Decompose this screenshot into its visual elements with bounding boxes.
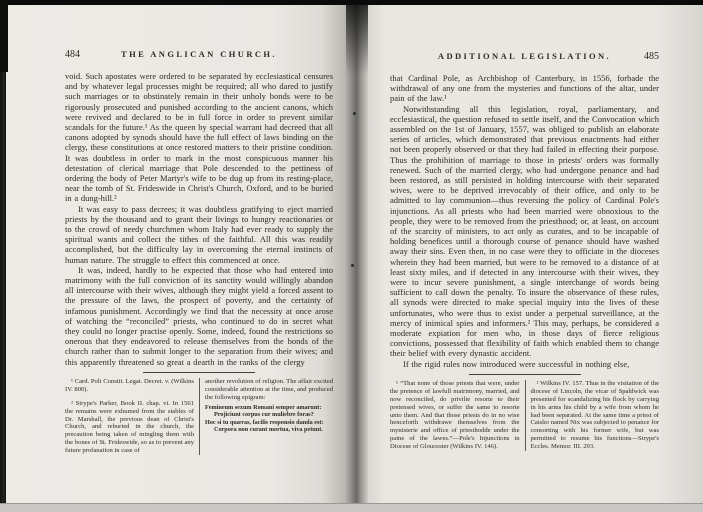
epigram bbox=[205, 404, 333, 434]
epigram-line: Projiciunt corpus cur muliebre foras? bbox=[214, 411, 314, 419]
body-paragraph: Notwithstanding all this legislation, royal, parliamentary, and ecclesiastical, the question refused to settle itself, and the Convocation which assembled on the 1st of January, 1557, was obliged to publish an elaborate series of articles, which demonstrated that previous enactments had either not been properly observed or that they had failed in effecting their purpose. Thus the prohibition of marriage to those in priests' orders was formally renewed. Such of the married clergy, who had undergone penance and had been restored, as still persisted in holding intercourse with their separated wives, were to be deprived irrevocably of their office, and only to be admitted to lay communion—thus reversing the policy of Cardinal Pole's injunctions. As all priests who had been married were obnoxious to the people, they were to be removed from the priesthood; or, at least, on account of the scarcity of ministers, to act only as curates, and to be incapable of holding benefices until a thorough course of penance should have washed away their sins. Even then, in no case were they to officiate in the dioceses wherein they had been married, but were to be removed to a distance of at least sixty miles, and if detected in any intercourse with their wives, they were to incur severe punishment, a single interchange of words being sufficient to call down the penalty. To insure the observance of these rules, all synods were directed to make special inquiry into the lives of these unfortunates, who were thus to exist under a perpetual surveillance, at the mercy of inimical spies and informers.² This may, perhaps, be considered a moderate expiation for men who, in those days of fierce religious convictions, possessed that flexibility of faith which enabled them to change their belief with every dynastic accident. bbox=[390, 103, 659, 359]
body-paragraph: void. Such apostates were ordered to be separated by ecclesiastical censures and by whatever legal processes might be required; all who dared to justify such marriages or to obstinately remain in their unholy bonds were to be rigorously prosecuted and punished according to the ancient canons, which were revived and declared to be in full force in order to prevent similar scandals for the future.¹ As the queen by special warrant had decreed that all canons adopted by synods should have the full effect of laws binding on the clergy, these constitutions at once restored matters to their pristine condition. It was doubtless in order to mark in the most conspicuous manner his detestation of clerical marriage that Pole descended to the pettiness of ordering the body of Peter Martyr's wife to be dug up from its resting-place, near the tomb of St. Frideswide in Christ's Church, Oxford, and to be buried in a dung-hill.² bbox=[65, 71, 333, 204]
footnote-column-1 bbox=[390, 380, 525, 451]
footnote-2: ² Wilkins IV. 157. Thus in the visitation of the diocese of Lincoln, the vicar of Spaldwick was presented for scandalizing his flock by carrying in his arms his child by a wife from whom he had been separated. At the same time a priest of Caisho named Nix was subjected to penance for consorting with his former wife, but was permitted to resume his functions—Strype's Eccles. Memor. III. 293. bbox=[530, 379, 659, 451]
scan-corner-shadow bbox=[0, 0, 8, 72]
page-right-content bbox=[368, 5, 703, 451]
scan-left-edge bbox=[2, 0, 5, 512]
body-paragraph: It was easy to pass decrees; it was doubtless gratifying to eject married priests by the thousand and to grant their livings to hungry reactionaries or to the crowd of needy churchmen whom Italy had ever ready to supply the spiritual wants and collect the tithes of the faithful. All this was readily accomplished, but the difficulty lay in overcoming the eternal instincts of human nature. The struggle to effect this commenced at once. bbox=[65, 203, 333, 265]
footnote-separator bbox=[143, 372, 255, 373]
running-header-left bbox=[65, 49, 333, 60]
running-title-left: THE ANGLICAN CHURCH. bbox=[121, 49, 277, 59]
footnote-2: ² Strype's Parker, Book II. chap. vi. In 1561 the remains were exhumed from the stables of Dr. Marshall, the previous dean of Christ's Church, and reburied in the church, the precaution being taken of mingling them with the bones of St. Frideswide, so as to prevent any future profanation in case of bbox=[65, 399, 194, 455]
page-number-left: 484 bbox=[65, 49, 80, 60]
scan-speck bbox=[351, 264, 354, 267]
footnote-2-continuation: another revolution of religion. The affair excited considerable attention at the time, and produced the following epigram: bbox=[205, 377, 333, 401]
page-number-right: 485 bbox=[644, 51, 659, 62]
page-right bbox=[368, 5, 703, 503]
epigram-line: Femineum sexum Romani semper amarunt: bbox=[205, 403, 322, 411]
footnote-column-2 bbox=[199, 378, 333, 455]
page-left-content bbox=[6, 5, 346, 455]
footnote-column-2 bbox=[525, 380, 660, 451]
body-paragraph: If the rigid rules now introduced were successful in nothing else, bbox=[403, 358, 630, 369]
footnote-separator bbox=[469, 374, 581, 375]
scan-speck bbox=[353, 112, 356, 115]
body-paragraph: It was, indeed, hardly to be expected that those who had entered into matrimony with the full conviction of its sanctity would willingly abandon all intercourse with their wives, although they might yield a forced assent to the pressure of the laws, the prospect of poverty, and the certainty of infamous punishment. Accordingly we find that the necessity at once arose of watching the “reconciled” priests, who continued to do in secret what they could no longer practise openly. Some, indeed, found the restrictions so onerous that they endeavored to release themselves from the bonds of the church rather than to submit longer to the separation from their wives; and this apparently threatened so great a dearth in the ranks of the clergy bbox=[65, 264, 333, 367]
epigram-line: Hoc si tu quæras, facilis responsio danda est: bbox=[205, 418, 324, 426]
footnote-1: ¹ “That none of those priests that were, under the pretence of lawfull matrimony, married, and now reconciled, do privilie resorte to their pretensed wives, or suffer the same to resorte unto them. And that those priests do in no wise henceforth withdrawe themselves from the mynisterie and office of priesthodde under the paine of the lawes.”—Pole's Injunctions in Diocese of Gloucester (Wilkins IV. 146). bbox=[390, 379, 520, 451]
footnote-1: ¹ Card. Poli Constit. Legat. Decret. v. (Wilkins IV. 800). bbox=[65, 377, 194, 393]
footnote-column-1 bbox=[65, 378, 199, 455]
book-gutter bbox=[346, 5, 368, 503]
running-title-right: ADDITIONAL LEGISLATION. bbox=[437, 51, 612, 61]
page-left bbox=[6, 5, 346, 503]
running-header-right bbox=[390, 51, 659, 62]
epigram-line: Corpora non curant mortua, viva petunt. bbox=[214, 426, 323, 434]
footnotes-right-page bbox=[390, 380, 659, 451]
scan-bottom-edge bbox=[0, 503, 703, 512]
footnotes-left-page bbox=[65, 378, 333, 455]
body-paragraph: that Cardinal Pole, as Archbishop of Canterbury, in 1556, forbade the withdrawal of any one from the mysteries and functions of the altar, under pain of the law.¹ bbox=[390, 73, 659, 104]
